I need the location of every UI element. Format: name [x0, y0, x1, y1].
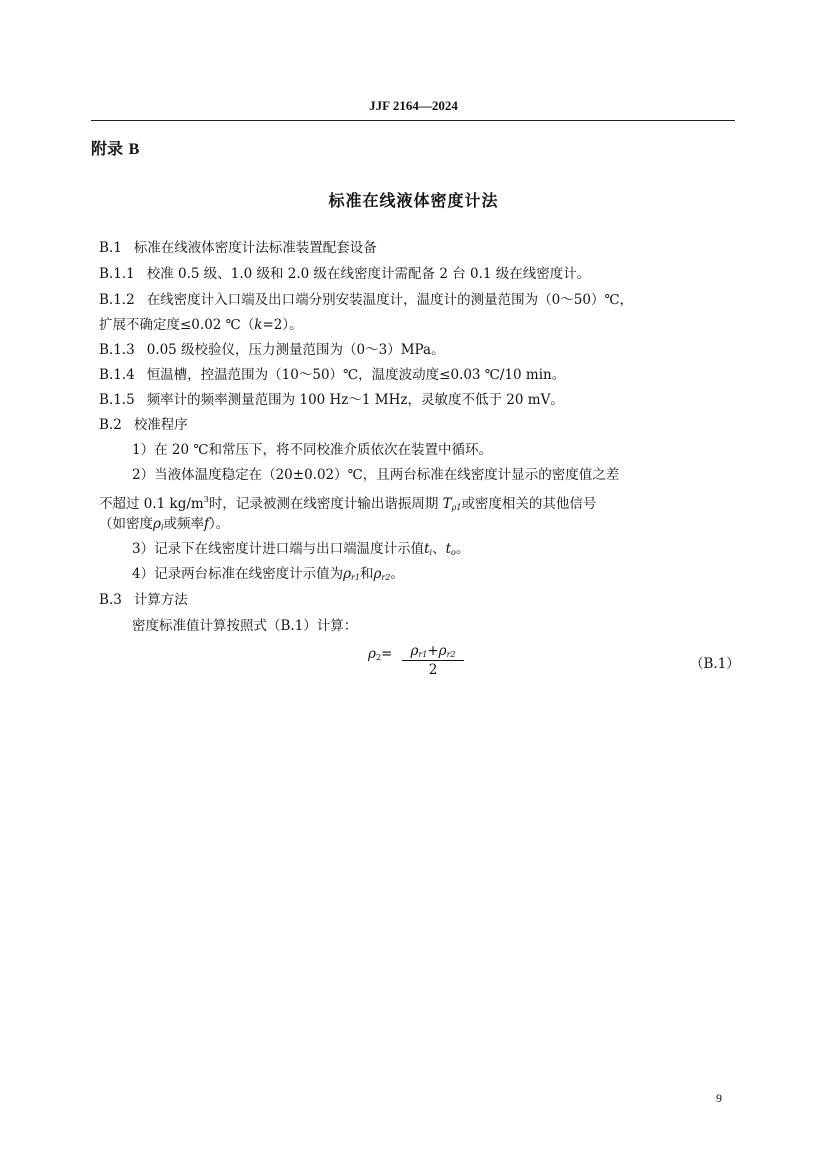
step-text: 或密度相关的其他信号 — [461, 496, 597, 512]
step-4 — [132, 564, 737, 588]
subscript: o — [451, 548, 456, 557]
clause-b12-cont — [99, 315, 739, 335]
superscript: 3 — [203, 495, 209, 504]
clause-number: B.2 — [99, 417, 122, 433]
step-3 — [132, 539, 737, 563]
clause-number: B.3 — [99, 592, 122, 608]
subscript: r1 — [418, 650, 428, 659]
subscript: i — [160, 523, 164, 532]
page-number: 9 — [716, 1091, 722, 1105]
clause-text: 标准在线液体密度计法标准装置配套设备 — [133, 240, 377, 256]
temp-symbol: t — [445, 541, 452, 557]
clause-text: 恒温槽，控温范围为（10～50）℃，温度波动度≤0.03 ℃/10 min。 — [146, 367, 566, 383]
clause-b2 — [99, 415, 739, 435]
period-symbol: T — [442, 496, 452, 512]
clause-text: 频率计的频率测量范围为 100 Hz～1 MHz，灵敏度不低于 20 mV。 — [146, 392, 564, 408]
subscript: r1 — [351, 573, 360, 582]
step-2-cont2 — [99, 514, 739, 538]
clause-text: =2）。 — [262, 317, 303, 333]
clause-b13 — [99, 340, 739, 360]
step-1: 1）在 20 ℃和常压下，将不同校准介质依次在装置中循环。 — [132, 442, 492, 458]
step-2: 2）当液体温度稳定在（20±0.02）℃，且两台标准在线密度计显示的密度值之差 — [132, 467, 620, 483]
step-text: 不超过 0.1 kg/m — [99, 496, 204, 512]
clause-number: B.1 — [99, 240, 122, 256]
clause-text: 计算方法 — [133, 592, 188, 608]
fraction-numerator — [402, 643, 464, 661]
appendix-word: 附录 — [91, 139, 124, 158]
header-rule — [91, 120, 735, 121]
step-text: ）。 — [209, 516, 230, 532]
density-symbol: ρ — [153, 516, 161, 532]
density-symbol: ρ — [343, 566, 352, 582]
equals-sign: = — [381, 646, 393, 662]
separator: 、 — [432, 541, 446, 557]
fraction-denominator: 2 — [428, 662, 438, 678]
plus-sign: + — [427, 643, 439, 659]
clause-b15 — [99, 390, 739, 410]
step-text: 和 — [359, 566, 374, 582]
subscript: ρ1 — [451, 503, 462, 512]
density-symbol: ρ — [410, 643, 419, 659]
density-symbol: ρ — [438, 643, 447, 659]
equation-number: （B.1） — [690, 656, 740, 672]
clause-text: 0.05 级校验仪，压力测量范围为（0～3）MPa。 — [146, 342, 445, 358]
appendix-letter: B — [128, 141, 140, 158]
step-text: 3）记录下在线密度计进口端与出口端温度计示值 — [132, 541, 425, 557]
subscript: 2 — [375, 653, 382, 662]
clause-b14 — [99, 365, 739, 385]
density-symbol: ρ — [368, 646, 376, 662]
clause-b1 — [99, 238, 739, 258]
clause-number: B.1.4 — [99, 367, 135, 383]
coverage-factor: k — [254, 317, 263, 333]
subscript: r2 — [446, 650, 456, 659]
clause-text: 校准程序 — [133, 417, 188, 433]
clause-number: B.1.5 — [99, 392, 135, 408]
subscript: r2 — [381, 573, 391, 582]
clause-b11 — [99, 264, 739, 284]
clause-text: 校准 0.5 级、1.0 级和 2.0 级在线密度计需配备 2 台 0.1 级在线密度计。 — [146, 266, 591, 282]
clause-text: 扩展不确定度≤0.02 ℃（ — [99, 317, 255, 333]
step-text: 。 — [455, 541, 470, 557]
step-text: （如密度 — [99, 516, 153, 532]
clause-number: B.1.1 — [99, 266, 135, 282]
step-text: 。 — [390, 566, 404, 582]
clause-number: B.1.3 — [99, 342, 135, 358]
step-text: 4）记录两台标准在线密度计示值为 — [132, 566, 344, 582]
density-symbol: ρ — [373, 566, 382, 582]
formula-intro: 密度标准值计算按照式（B.1）计算： — [132, 618, 358, 634]
subscript: i — [429, 548, 433, 557]
step-text: 时，记录被测在线密度计输出谐振周期 — [208, 496, 439, 512]
clause-b3 — [99, 590, 739, 610]
clause-b12 — [99, 290, 739, 310]
temp-symbol: t — [424, 541, 430, 557]
appendix-label — [91, 136, 139, 159]
header-code: JJF 2164—2024 — [369, 98, 458, 113]
clause-text: 在线密度计入口端及出口端分别安装温度计，温度计的测量范围为（0～50）℃， — [146, 292, 634, 308]
section-title: 标准在线液体密度计法 — [328, 191, 499, 210]
frequency-symbol: f — [204, 516, 209, 532]
formula-lhs — [368, 646, 392, 662]
formula-fraction — [402, 643, 464, 678]
clause-number: B.1.2 — [99, 292, 135, 308]
step-text: 或频率 — [163, 516, 204, 532]
